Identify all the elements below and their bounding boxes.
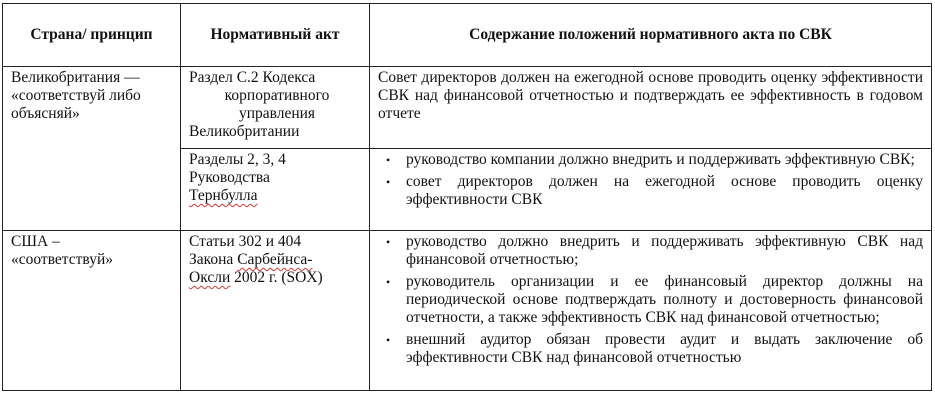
list-item-text: руководство компании должно внедрить и поддерживать эффективную СВК; bbox=[406, 151, 915, 168]
regulation-table bbox=[2, 3, 932, 391]
act-line bbox=[189, 269, 365, 287]
country-name-uk: Великобритания — bbox=[11, 69, 140, 86]
act-line: Великобритании bbox=[189, 123, 300, 140]
act-line: Разделы 2, 3, 4 bbox=[189, 151, 286, 168]
list-item bbox=[378, 151, 923, 169]
act-line: Тернбулла bbox=[189, 187, 258, 204]
bullet-icon: • bbox=[386, 175, 391, 189]
table-row-uk-1 bbox=[3, 67, 932, 149]
list-item-text: руководитель организации и ее финансовый директор должны на периодической основе подтверждать полноту и достоверность финансовой отчетности, а также эффективность СВК над финансовой отчетностью; bbox=[406, 273, 923, 326]
act-cell-uk-code bbox=[181, 67, 370, 149]
list-item-text: руководство должно внедрить и поддерживать эффективную СВК над финансовой отчетностью; bbox=[406, 233, 923, 268]
content-cell-uk-turnbull bbox=[370, 149, 932, 231]
act-line: управления bbox=[238, 105, 316, 122]
content-paragraph: Совет директоров должен на ежегодной основе проводить оценку эффективности СВК над финансовой отчетностью и подтверждать ее эффективность в годовом отчете bbox=[378, 69, 923, 122]
table-row-usa bbox=[3, 231, 932, 391]
header-content: Содержание положений нормативного акта по СВК bbox=[370, 4, 932, 67]
act-cell-usa-sox bbox=[181, 231, 370, 391]
list-item-text: внешний аудитор обязан провести аудит и выдать заключение об эффективности СВК над финансовой отчетностью bbox=[406, 331, 923, 366]
act-line: Статьи 302 и 404 bbox=[189, 233, 302, 250]
act-word: Закона bbox=[189, 251, 234, 268]
content-cell-usa-sox bbox=[370, 231, 932, 391]
country-principle-usa: «соответствуй» bbox=[11, 251, 114, 268]
bullet-icon: • bbox=[386, 235, 391, 249]
country-cell-usa bbox=[3, 231, 181, 391]
list-item-text: совет директоров должен на ежегодной основе проводить оценку эффективности СВК bbox=[406, 173, 923, 208]
list-item bbox=[378, 273, 923, 327]
list-item bbox=[378, 173, 923, 209]
act-line bbox=[189, 251, 365, 269]
header-country: Страна/ принцип bbox=[3, 4, 181, 67]
act-word: 2002 г. (SOX) bbox=[234, 269, 323, 286]
country-principle-uk: «соответствуй либо объясняй» bbox=[11, 87, 141, 122]
bullet-icon: • bbox=[386, 153, 391, 167]
header-act: Нормативный акт bbox=[181, 4, 370, 67]
act-line: Руководства bbox=[189, 169, 270, 186]
act-word-sarbanes: Сарбейнса- bbox=[237, 251, 313, 268]
act-cell-uk-turnbull bbox=[181, 149, 370, 231]
bullet-list bbox=[378, 151, 923, 209]
act-line: Раздел С.2 Кодекса bbox=[189, 69, 316, 86]
header-row bbox=[3, 4, 932, 67]
content-cell-uk-code bbox=[370, 67, 932, 149]
country-cell-uk bbox=[3, 67, 181, 231]
act-line: корпоративного bbox=[224, 87, 330, 104]
bullet-icon: • bbox=[386, 333, 391, 347]
bullet-icon: • bbox=[386, 275, 391, 289]
bullet-list bbox=[378, 233, 923, 367]
list-item bbox=[378, 331, 923, 367]
list-item bbox=[378, 233, 923, 269]
country-name-usa: США – bbox=[11, 233, 60, 250]
act-word-oxley: Оксли bbox=[189, 269, 231, 286]
